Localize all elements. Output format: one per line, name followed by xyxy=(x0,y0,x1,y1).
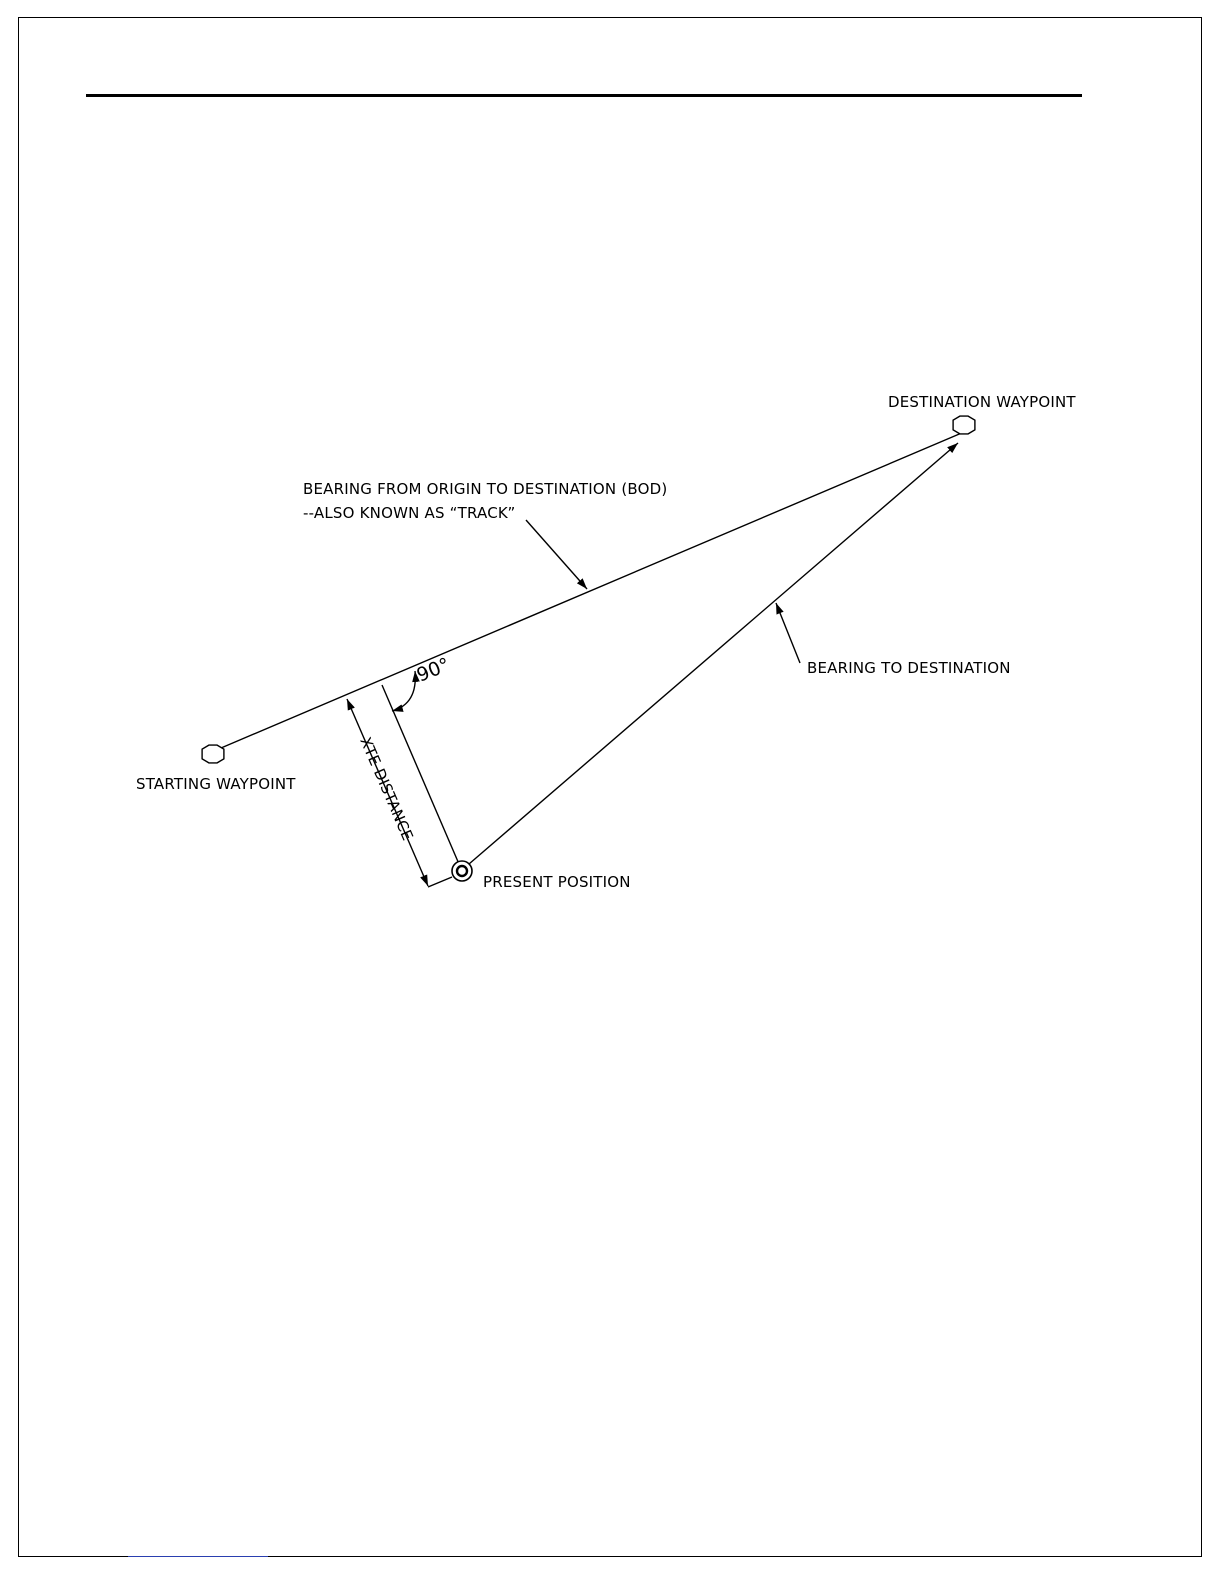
bod-label-line1: BEARING FROM ORIGIN TO DESTINATION (BOD) xyxy=(303,480,668,498)
destination-waypoint-icon xyxy=(953,416,975,434)
bearing-to-destination-line xyxy=(469,443,958,864)
starting-waypoint-label: STARTING WAYPOINT xyxy=(136,775,296,793)
bearing-to-destination-label: BEARING TO DESTINATION xyxy=(807,659,1011,677)
xte-extension-tick xyxy=(428,877,452,887)
starting-waypoint-icon xyxy=(202,745,224,763)
bod-leader-line xyxy=(526,520,587,589)
bod-label-line2: --ALSO KNOWN AS “TRACK” xyxy=(303,504,516,522)
bearing-to-destination-leader xyxy=(776,603,800,663)
right-angle-label: 90° xyxy=(413,653,454,687)
present-position-label: PRESENT POSITION xyxy=(483,873,631,891)
xte-distance-label: XTE DISTANCE xyxy=(356,734,417,844)
right-angle-arc xyxy=(392,671,415,711)
destination-waypoint-label: DESTINATION WAYPOINT xyxy=(888,393,1076,411)
perpendicular-line xyxy=(382,685,459,864)
present-position-icon xyxy=(452,861,472,881)
